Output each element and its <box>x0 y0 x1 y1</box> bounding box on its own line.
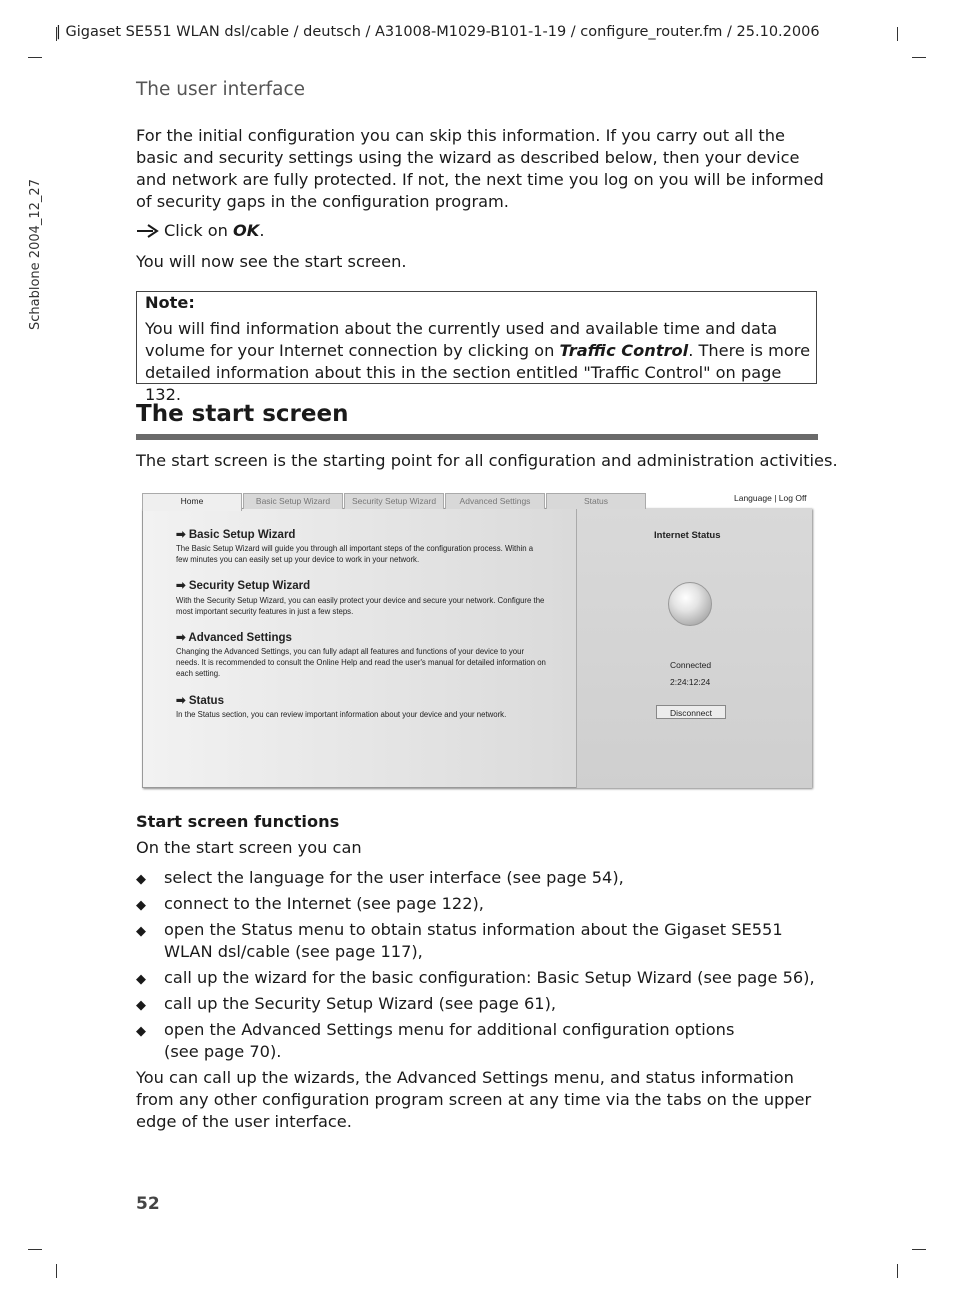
heading-rule <box>136 434 818 440</box>
closing-paragraph: You can call up the wizards, the Advanced Settings menu, and status information from any other configuration program screen at any time via the tabs on the upper edge of the user interface. <box>136 1068 812 1131</box>
diamond-bullet-icon: ◆ <box>136 872 146 887</box>
crop-mark <box>912 1249 926 1250</box>
template-label: Schablone 2004_12_27 <box>28 179 43 330</box>
crop-mark <box>28 1249 42 1250</box>
status-desc: In the Status section, you can review important information about your device and your network. <box>176 710 507 719</box>
list-item-text: select the language for the user interface (see page 54), <box>164 868 624 887</box>
section-heading: The start screen <box>136 401 349 427</box>
note-text <box>145 318 816 406</box>
section-title: The user interface <box>136 79 306 100</box>
crop-mark <box>897 1264 898 1278</box>
click-instruction <box>136 220 265 242</box>
tab-advanced-settings[interactable]: Advanced Settings <box>445 493 545 509</box>
list-item <box>136 993 826 1017</box>
tab-security-setup-wizard[interactable]: Security Setup Wizard <box>344 493 444 509</box>
click-prefix: Click on <box>164 221 234 240</box>
advanced-settings-link[interactable]: ➡ Advanced Settings <box>176 632 292 644</box>
diamond-bullet-icon: ◆ <box>136 924 146 939</box>
connection-globe-icon <box>668 582 712 626</box>
page-number: 52 <box>136 1194 160 1214</box>
list-item-text: open the Advanced Settings menu for additional configuration options (see page 70). <box>164 1020 735 1061</box>
disconnect-button[interactable]: Disconnect <box>656 705 726 719</box>
connection-time: 2:24:12:24 <box>670 677 711 687</box>
list-item-text: call up the Security Setup Wizard (see page 61), <box>164 994 557 1013</box>
functions-intro: On the start screen you can <box>136 838 362 857</box>
list-item-text: open the Status menu to obtain status information about the Gigaset SE551 WLAN dsl/cable (see page 117), <box>164 920 783 961</box>
list-item <box>136 867 826 891</box>
heading-paragraph: The start screen is the starting point for all configuration and administration activities. <box>136 451 838 470</box>
crop-mark <box>28 57 42 58</box>
note-title: Note: <box>145 293 195 312</box>
list-item <box>136 919 826 963</box>
internet-status-title: Internet Status <box>654 530 721 541</box>
status-link[interactable]: ➡ Status <box>176 695 224 707</box>
advanced-settings-desc: Changing the Advanced Settings, you can fully adapt all features and functions of your device to your needs. It is recommended to consult the Online Help and read the user's manual for detailed information on each setting. <box>176 647 546 678</box>
diamond-bullet-icon: ◆ <box>136 898 146 913</box>
security-setup-link[interactable]: ➡ Security Setup Wizard <box>176 580 311 592</box>
crop-mark <box>56 1264 57 1278</box>
note-text-after: . There is more detailed information about this in the section entitled "Traffic Control" on page 132. <box>145 341 811 404</box>
list-item-text: connect to the Internet (see page 122), <box>164 894 484 913</box>
running-head: | Gigaset SE551 WLAN dsl/cable / deutsch / A31008-M1029-B101-1-19 / configure_router.fm / 25.10.2006 <box>56 24 820 40</box>
functions-heading: Start screen functions <box>136 812 340 831</box>
list-item-text: call up the wizard for the basic configuration: Basic Setup Wizard (see page 56), <box>164 968 815 987</box>
list-item <box>136 893 826 917</box>
ok-label: OK <box>233 221 260 240</box>
start-screen-screenshot <box>142 490 814 789</box>
note-box <box>136 291 817 404</box>
link-separator: | <box>774 493 777 503</box>
intro-paragraph: For the initial configuration you can skip this information. If you carry out all the basic and security settings using the wizard as described below, then your device and network are fully protected. If not, the next time you log on you will be informed of security gaps in the configuration program. <box>136 126 824 211</box>
crop-mark <box>912 57 926 58</box>
basic-setup-desc: The Basic Setup Wizard will guide you through all important steps of the configuration process. Within a few minutes you can easily set up your device to work in your network. <box>176 544 534 564</box>
language-logoff <box>734 493 807 503</box>
diamond-bullet-icon: ◆ <box>136 972 146 987</box>
traffic-control-label: Traffic Control <box>559 341 689 360</box>
click-suffix: . <box>259 221 265 240</box>
basic-setup-link[interactable]: ➡ Basic Setup Wizard <box>176 529 296 541</box>
language-link[interactable]: Language <box>734 493 772 503</box>
diamond-bullet-icon: ◆ <box>136 998 146 1013</box>
diamond-bullet-icon: ◆ <box>136 1024 146 1039</box>
security-setup-desc: With the Security Setup Wizard, you can easily protect your device and secure your network. Configure the most important security features in just a few steps. <box>176 596 545 616</box>
note-text-before: You will find information about the currently used and available time and data volume for your Internet connection by clicking on <box>145 319 778 360</box>
arrow-right-icon <box>136 220 160 242</box>
status-panel <box>576 508 812 788</box>
tab-home[interactable]: Home <box>142 493 242 511</box>
logoff-link[interactable]: Log Off <box>778 493 807 503</box>
tab-basic-setup-wizard[interactable]: Basic Setup Wizard <box>243 493 343 509</box>
list-item <box>136 967 826 991</box>
list-item <box>136 1019 756 1063</box>
tab-status[interactable]: Status <box>546 493 646 509</box>
crop-mark <box>897 27 898 41</box>
connection-state: Connected <box>670 660 712 670</box>
start-screen-note: You will now see the start screen. <box>136 252 407 271</box>
